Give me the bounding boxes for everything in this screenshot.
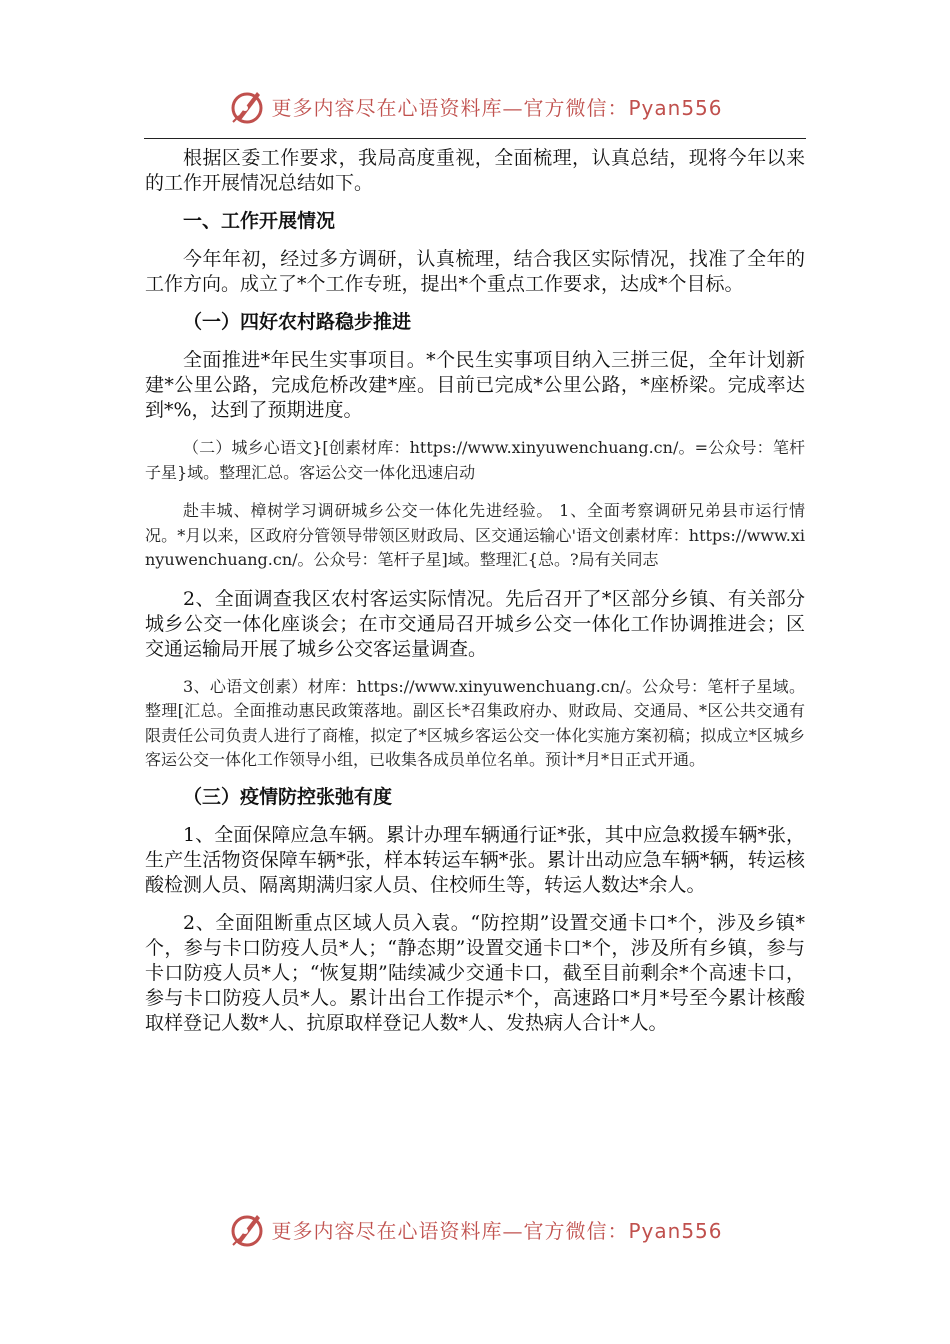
footer-banner [0,1207,950,1251]
document-body [145,146,805,1036]
paragraph-checkpoints: 2、全面阻断重点区域人员入袁。“防控期”设置交通卡口*个，涉及乡镇*个，参与卡口防疫人员*人；“静态期”设置交通卡口*个，涉及所有乡镇，参与卡口防疫人员*人；“恢复期”陆续减少交通卡口，截至目前剩余*个高速卡口，参与卡口防疫人员*人。累计出台工作提示*个，高速路口*月*号至今累计核酸取样登记人数*人、抗原取样登记人数*人、发热病人合计*人。 [145,911,805,1034]
quill-logo-icon [227,1209,267,1249]
header-rule [144,138,806,139]
paragraph-policy: 3、心语文创素）材库：https://www.xinyuwenchuang.cn/。公众号：笔杆子星域。整理[汇总。全面推动惠民政策落地。副区长*召集政府办、财政局、交通局、*区公共交通有限责任公司负责人进行了商榷，拟定了*区城乡客运公交一体化实施方案初稿；拟成立*区城乡客运公交一体化工作领导小组，已收集各成员单位名单。预计*月*日正式开通。 [145,676,805,769]
section-heading-1: 一、工作开展情况 [183,210,336,232]
paragraph-emergency-vehicles: 1、全面保障应急车辆。累计办理车辆通行证*张，其中应急救援车辆*张，生产生活物资保障车辆*张，样本转运车辆*张。累计出动应急车辆*辆，转运核酸检测人员、隔离期满归家人员、住校师生等，转运人数达*余人。 [145,823,805,896]
quill-logo-icon [227,86,267,126]
banner-text: 更多内容尽在心语资料库—官方微信：Pyan556 [271,95,723,120]
wechat-id: Pyan556 [628,1218,723,1243]
wechat-id: Pyan556 [628,95,723,120]
banner-text: 更多内容尽在心语资料库—官方微信：Pyan556 [271,1218,723,1243]
subsection-heading-3: （三）疫情防控张弛有度 [183,785,393,808]
paragraph-bus-integration-heading: （二）城乡心语文}[创素材库：https://www.xinyuwenchuang.cn/。=公众号：笔杆子星}域。整理汇总。客运公交一体化迅速启动 [145,438,805,482]
intro-paragraph: 根据区委工作要求，我局高度重视，全面梳理，认真总结，现将今年以来的工作开展情况总结如下。 [145,147,805,194]
paragraph-rural-roads: 全面推进*年民生实事项目。*个民生实事项目纳入三拼三促，全年计划新建*公里公路，完成危桥改建*座。目前已完成*公里公路，*座桥梁。完成率达到*%，达到了预期进度。 [145,349,805,421]
header-banner [0,84,950,128]
paragraph-overview: 今年年初，经过多方调研，认真梳理，结合我区实际情况，找准了全年的工作方向。成立了*个工作专班，提出*个重点工作要求，达成*个目标。 [145,248,805,295]
subsection-heading-1: （一）四好农村路稳步推进 [183,311,412,333]
paragraph-survey: 2、全面调查我区农村客运实际情况。先后召开了*区部分乡镇、有关部分城乡公交一体化座谈会；在市交通局召开城乡公交一体化工作协调推进会；区交通运输局开展了城乡公交客运量调查。 [145,587,805,660]
paragraph-study-visit: 赴丰城、樟树学习调研城乡公交一体化先进经验。 1、全面考察调研兄弟县市运行情况。*月以来，区政府分管领导带领区财政局、区交通运输心'语文创素材库：https://www.xinyuwenchuang.cn/。公众号：笔杆子星]域。整理汇{总。?局有关同志 [145,501,805,569]
